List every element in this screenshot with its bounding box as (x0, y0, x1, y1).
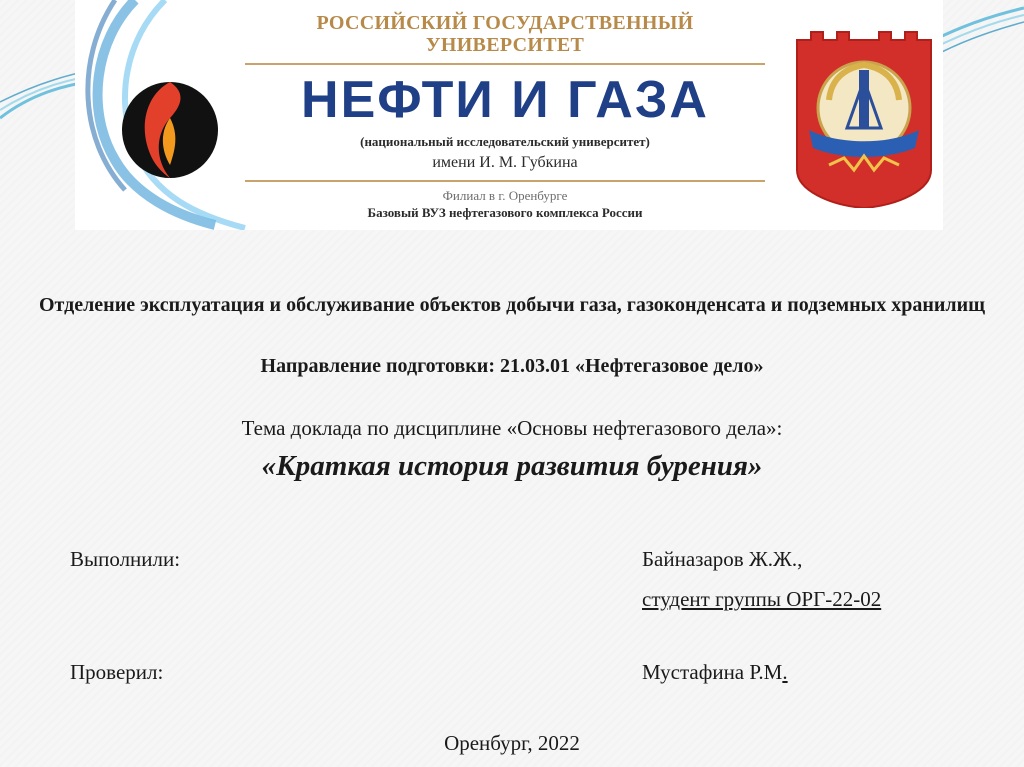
performed-by-label: Выполнили: (70, 547, 181, 571)
checked-by-name-text: Мустафина Р.М (642, 660, 783, 684)
checked-by-name-dot: . (782, 660, 788, 684)
performed-by-name: Байназаров Ж.Ж., (642, 547, 803, 571)
banner-text-block (245, 0, 765, 230)
banner-divider-top (245, 63, 765, 65)
decorative-streaks-right (934, 0, 1024, 70)
report-title: «Краткая история развития бурения» (261, 450, 763, 482)
university-named-after: имени И. М. Губкина (432, 154, 578, 171)
university-banner (75, 0, 943, 230)
student-group: студент группы ОРГ-22-02 (642, 587, 882, 611)
flame-logo-icon (75, 0, 255, 230)
university-name-line1: РОССИЙСКИЙ ГОСУДАРСТВЕННЫЙ (316, 12, 694, 34)
branch-location: Филиал в г. Оренбурге (442, 188, 568, 203)
university-name-line2: УНИВЕРСИТЕТ (425, 34, 585, 56)
city-year: Оренбург, 2022 (444, 731, 580, 755)
university-main-title: НЕФТИ И ГАЗА (301, 71, 709, 129)
department-heading: Отделение эксплуатация и обслуживание объектов добычи газа, газоконденсата и подземных хранилищ (38, 294, 986, 316)
checked-by-name (642, 658, 788, 686)
checked-by-label: Проверил: (70, 660, 164, 684)
orenburg-branch-emblem-icon (789, 30, 939, 208)
university-subtitle: (национальный исследовательский университет) (360, 134, 650, 149)
report-topic-intro: Тема доклада по дисциплине «Основы нефтегазового дела»: (241, 416, 783, 440)
university-name (245, 12, 765, 56)
base-university-label: Базовый ВУЗ нефтегазового комплекса России (367, 205, 643, 220)
banner-divider-bottom (245, 180, 765, 182)
training-direction: Направление подготовки: 21.03.01 «Нефтегазовое дело» (260, 355, 764, 377)
